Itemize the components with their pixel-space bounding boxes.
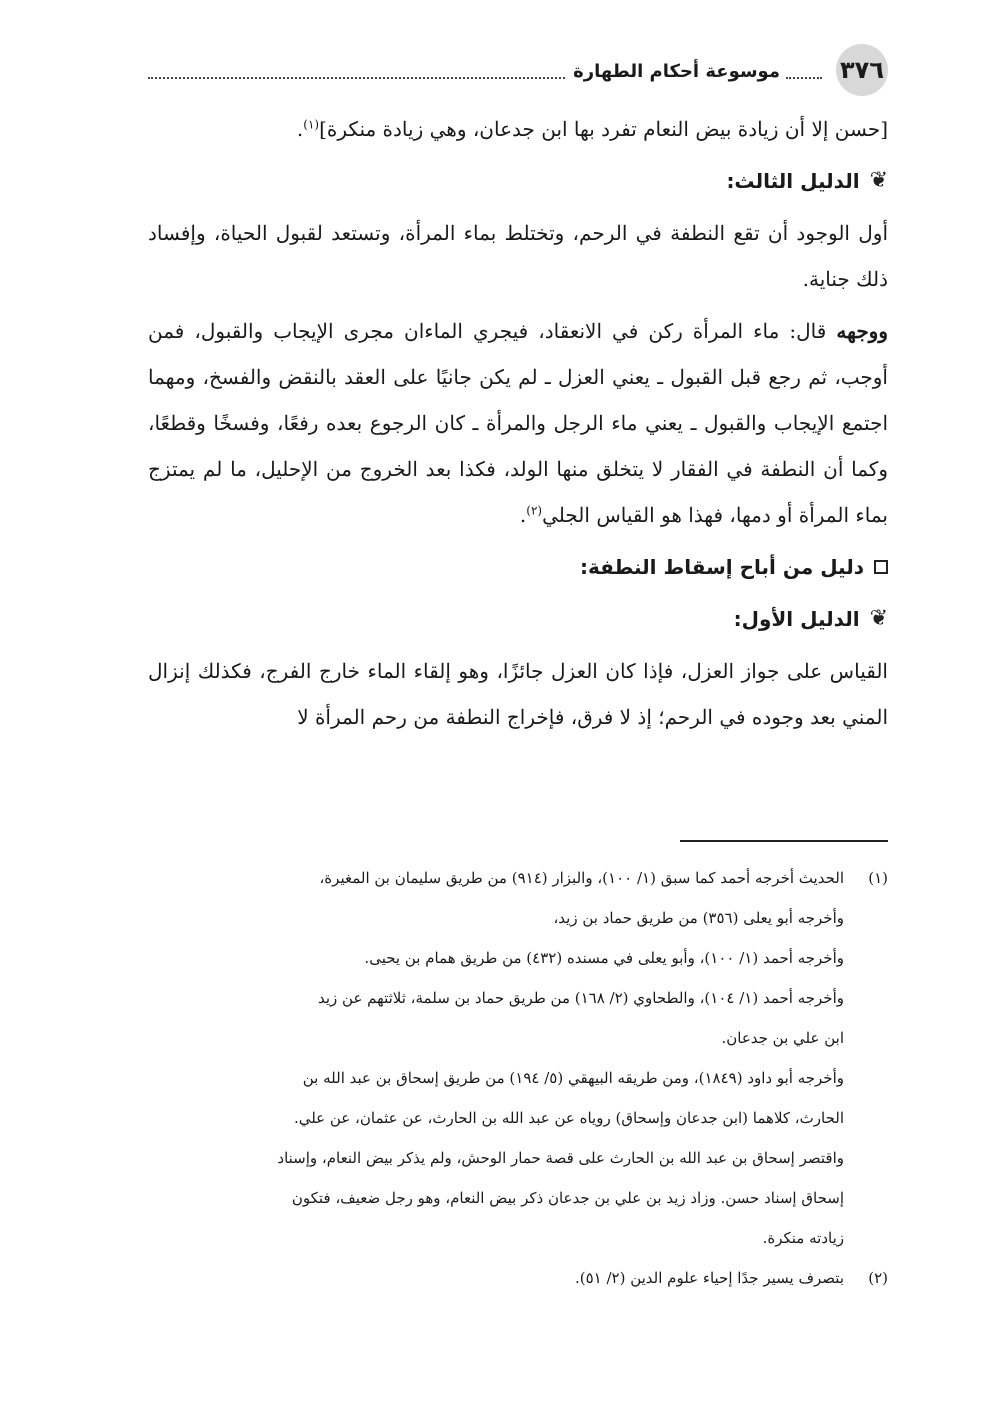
footnote-ref-2[interactable]: (٢) bbox=[526, 503, 543, 518]
running-header bbox=[148, 56, 828, 86]
footnote-body: بتصرف يسير جدًا إحياء علوم الدين (٢/ ٥١). bbox=[574, 1269, 844, 1287]
footnote-ref-1[interactable]: (١) bbox=[303, 117, 320, 132]
footnote-separator bbox=[680, 840, 888, 842]
footnote-1 bbox=[148, 858, 888, 1258]
header-dots-left bbox=[148, 63, 565, 79]
main-text bbox=[148, 106, 888, 746]
leaf-bullet-icon: ❦ bbox=[869, 606, 888, 631]
footnote-body: الحديث أخرجه أحمد كما سبق (١/ ١٠٠)، والبزار (٩١٤) من طريق سليمان بن المغيرة، وأخرجه أبو يعلى (٣٥٦) من طريق حماد بن زيد، وأخرجه أحمد (١/ ١٠٠)، وأبو يعلى في مسنده (٤٣٢) من طريق همام بن يحيى. وأخرجه أحمد (١/ ١٠٤)، والطحاوي (٢/ ١٦٨) من طريق حماد بن سلمة، ثلاثتهم عن زيد ابن علي بن جدعان. وأخرجه أبو داود (١٨٤٩)، ومن طريقه البيهقي (٥/ ١٩٤) من طريق إسحاق بن عبد الله بن الحارث، كلاهما (ابن جدعان وإسحاق) روياه عن عبد الله بن الحارث، عن عثمان، عن علي. واقتصر إسحاق بن عبد الله بن الحارث على قصة حمار الوحش، ولم يذكر بيض النعام، وإسناد إسحاق إسناد حسن. وزاد زيد بن علي بن جدعان ذكر بيض النعام، وهو رجل ضعيف، فتكون زيادته منكرة. bbox=[277, 869, 844, 1247]
page-number bbox=[836, 44, 888, 96]
paragraph-third-evidence: أول الوجود أن تقع النطفة في الرحم، وتختلط بماء المرأة، وتستعد لقبول الحياة، وإفساد ذلك جناية. bbox=[148, 221, 888, 291]
header-dots-right bbox=[786, 63, 822, 79]
paragraph-reasoning: ووجهه قال: ماء المرأة ركن في الانعقاد، فيجري الماءان مجرى الإيجاب والقبول، فمن أوجب، ثم رجع قبل القبول ـ يعني العزل ـ لم يكن جانيًا على العقد بالنقض والفسخ، ومهما اجتمع الإيجاب والقبول ـ يعني ماء الرجل والمرأة ـ كان الرجوع بعده رفعًا، وفسخًا وقطعًا، وكما أن النطفة في الفقار لا يتخلق منها الولد، فكذا بعد الخروج من الإحليل، ما لم يمتزج بماء المرأة أو دمها، فهذا هو القياس الجلي$^{(٢)}$. bbox=[148, 319, 888, 527]
paragraph-first-evidence: القياس على جواز العزل، فإذا كان العزل جائزًا، وهو إلقاء الماء خارج الفرج، فكذلك إنزال المني بعد وجوده في الرحم؛ إذ لا فرق، فإخراج النطفة من رحم المرأة لا bbox=[148, 659, 888, 729]
footnote-number: (١) bbox=[868, 869, 888, 887]
heading-third-evidence: ❦ الدليل الثالث: bbox=[148, 158, 888, 204]
square-bullet-icon bbox=[874, 560, 888, 574]
footnote-2 bbox=[148, 1258, 888, 1298]
paragraph-opening: [حسن إلا أن زيادة بيض النعام تفرد بها ابن جدعان، وهي زيادة منكرة]$^{(١)}$. bbox=[296, 117, 888, 141]
page-number-text: ٣٧٦ bbox=[840, 56, 884, 84]
footnotes bbox=[148, 858, 888, 1298]
heading-first-evidence: ❦ الدليل الأول: bbox=[148, 596, 888, 642]
running-title: موسوعة أحكام الطهارة bbox=[573, 60, 780, 82]
heading-section: دليل من أباح إسقاط النطفة: bbox=[148, 544, 888, 590]
leaf-bullet-icon: ❦ bbox=[869, 168, 888, 193]
footnote-number: (٢) bbox=[868, 1269, 888, 1287]
